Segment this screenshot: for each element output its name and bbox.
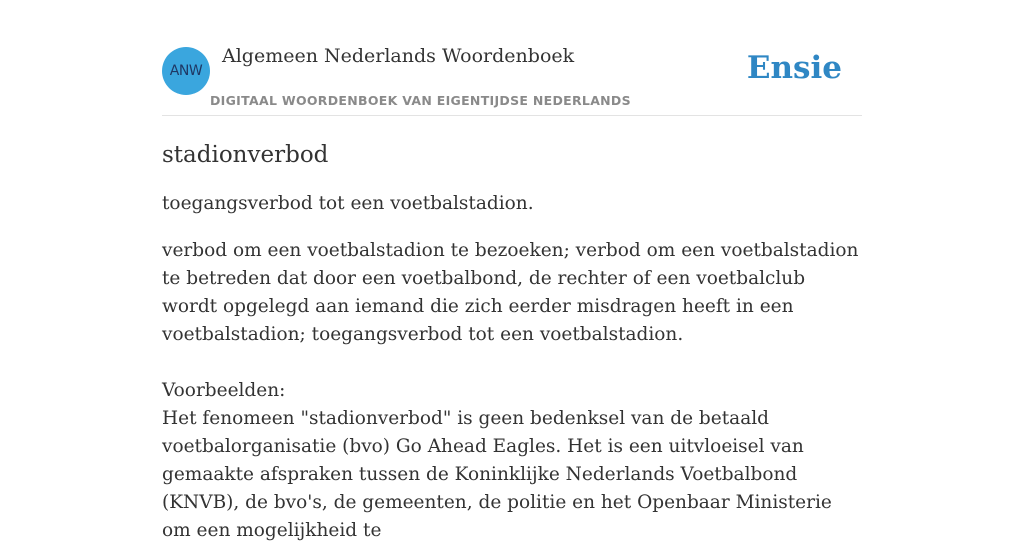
entry-content: [162, 140, 862, 545]
ensie-logo-link[interactable]: Ensie: [746, 50, 842, 86]
short-definition: toegangsverbod tot een voetbalstadion.: [162, 193, 534, 214]
header: [162, 0, 862, 116]
long-definition: verbod om een voetbalstadion te bezoeken; verbod om een voetbalstadion te betreden dat door een voetbalbond, de rechter of een voetbalclub wordt opgelegd aan iemand die zich eerder misdragen heeft in een voetbalstadion; toegangsverbod tot een voetbalstadion.: [162, 240, 859, 345]
page: [162, 0, 862, 545]
source-title[interactable]: Algemeen Nederlands Woordenboek: [222, 45, 575, 67]
examples-label: Voorbeelden:: [162, 380, 286, 401]
source-subtitle: DIGITAAL WOORDENBOEK VAN EIGENTIJDSE NEDERLANDS: [210, 93, 631, 108]
logo-text: ANW: [169, 63, 203, 79]
headword: stadionverbod: [162, 142, 329, 168]
example-text: Het fenomeen "stadionverbod" is geen bedenksel van de betaald voetbalorganisatie (bvo) Go Ahead Eagles. Het is een uitvloeisel van gemaakte afspraken tussen de Koninklijke Nederlands Voetbalbond (KNVB), de bvo's, de gemeenten, de politie en het Openbaar Ministerie om een mogelijkheid te: [162, 408, 832, 541]
anw-logo[interactable]: [162, 47, 210, 95]
